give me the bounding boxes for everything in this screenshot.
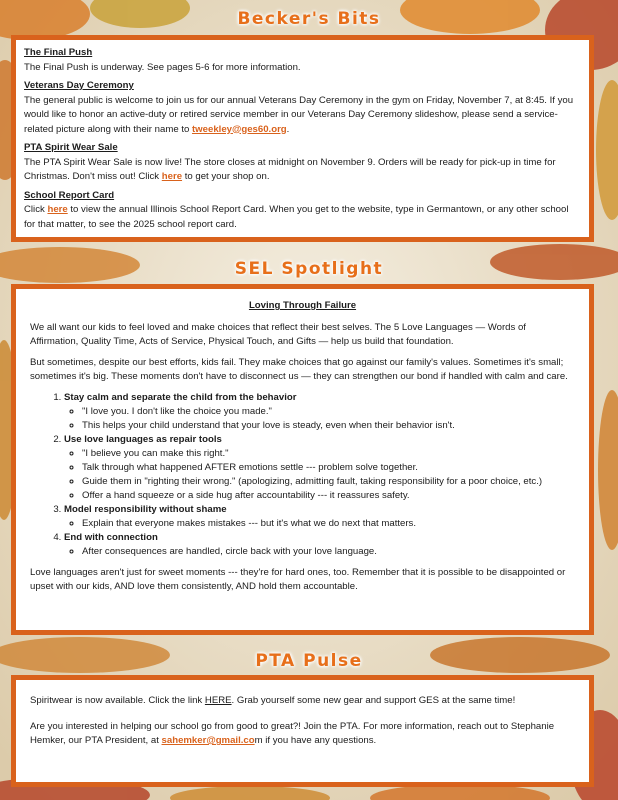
sel-bullet: ◦ Explain that everyone makes mistakes --- but it's what we do next that matters.	[82, 517, 575, 531]
sel-step-title: Model responsibility without shame	[64, 504, 227, 515]
spirit-wear-title: PTA Spirit Wear Sale	[24, 142, 118, 153]
sel-step	[64, 433, 575, 503]
pta-president-email-link[interactable]: sahemker@gmail.co	[161, 735, 255, 746]
veterans-email-link[interactable]: tweekley@ges60.org	[191, 123, 287, 135]
spirit-wear-shop-link[interactable]: here	[161, 171, 183, 182]
sel-spotlight-heading: SEL Spotlight	[234, 259, 384, 279]
pta-pulse-heading: PTA Pulse	[255, 651, 363, 671]
beckers-bits-heading: Becker's Bits	[237, 9, 381, 29]
final-push-text: The Final Push is underway. See pages 5-6 for more information.	[24, 61, 301, 73]
report-card-text: Click here to view the annual Illinois School Report Card. When you get to the website, type in Germantown, or any other school for that matter, to see the 2025 school report card.	[24, 204, 569, 230]
sel-paragraph-2: But sometimes, despite our best efforts, kids fail. They make choices that go against our family's values. Sometimes it's small; sometimes it's big. These moments don't have to disconnect us — they can strengthen our bond if handled with calm and care.	[30, 357, 568, 382]
spirit-wear-text: The PTA Spirit Wear Sale is now live! The store closes at midnight on November 9. Orders will be ready for pick-up in time for Christmas. Don't miss out! Click here to get your shop on.	[24, 156, 556, 182]
sel-bullet: ◦ This helps your child understand that your love is steady, even when their behavior isn't.	[82, 419, 575, 433]
sel-closing: Love languages aren't just for sweet moments --- they're for hard ones, too. Remember that it is possible to be disappointed or upset with our kids, AND love them consistently, AND hold them accountable.	[30, 567, 566, 592]
sel-paragraph-1: We all want our kids to feel loved and make choices that reflect their best selves. The 5 Love Languages — Words of Affirmation, Quality Time, Acts of Service, Physical Touch, and Gifts — help us build that foundation.	[30, 322, 526, 347]
beckers-bits-box	[11, 35, 594, 242]
veterans-day-title: Veterans Day Ceremony	[24, 80, 134, 91]
pta-join-text: Are you interested in helping our school go from good to great?! Join the PTA. For more information, reach out to Stephanie Hemker, our PTA President, at sahemker@gmail.com if you have any questions.	[30, 721, 555, 746]
sel-step-title: Stay calm and separate the child from the behavior	[64, 392, 297, 403]
report-card-link[interactable]: here	[47, 204, 68, 215]
sel-spotlight-box	[11, 284, 594, 635]
sel-step	[64, 391, 575, 433]
sel-bullet: ◦ "I love you. I don't like the choice you made."	[82, 405, 575, 419]
sel-bullet: ◦ Offer a hand squeeze or a side hug after accountability --- it reassures safety.	[82, 489, 575, 503]
sel-bullet: ◦ "I believe you can make this right."	[82, 447, 575, 461]
pta-spiritwear-text: Spiritwear is now available. Click the link HERE. Grab yourself some new gear and support GES at the same time!	[30, 695, 516, 706]
pta-pulse-box	[11, 675, 594, 787]
final-push-title: The Final Push	[24, 47, 93, 58]
sel-step-title: Use love languages as repair tools	[64, 434, 222, 445]
veterans-day-text: The general public is welcome to join us for our annual Veterans Day Ceremony in the gym on Friday, November 7, at 8:45. If you would like to honor an active-duty or retired service member in our Veterans Day Ceremony slideshow, please send a service-related picture along with their name to tweekley@ges60.org.	[24, 94, 574, 135]
sel-article-title: Loving Through Failure	[248, 300, 357, 311]
sel-steps-list	[30, 391, 575, 559]
sel-step	[64, 503, 575, 531]
sel-bullet: ◦ Guide them in "righting their wrong." (apologizing, admitting fault, taking responsibility for a poor choice, etc.)	[82, 475, 575, 489]
sel-bullet: ◦ Talk through what happened AFTER emotions settle --- problem solve together.	[82, 461, 575, 475]
sel-bullet: ◦ After consequences are handled, circle back with your love language.	[82, 545, 575, 559]
report-card-title: School Report Card	[24, 189, 115, 201]
pta-spiritwear-link[interactable]: HERE	[204, 695, 232, 706]
sel-step	[64, 531, 575, 559]
sel-step-title: End with connection	[64, 532, 158, 543]
